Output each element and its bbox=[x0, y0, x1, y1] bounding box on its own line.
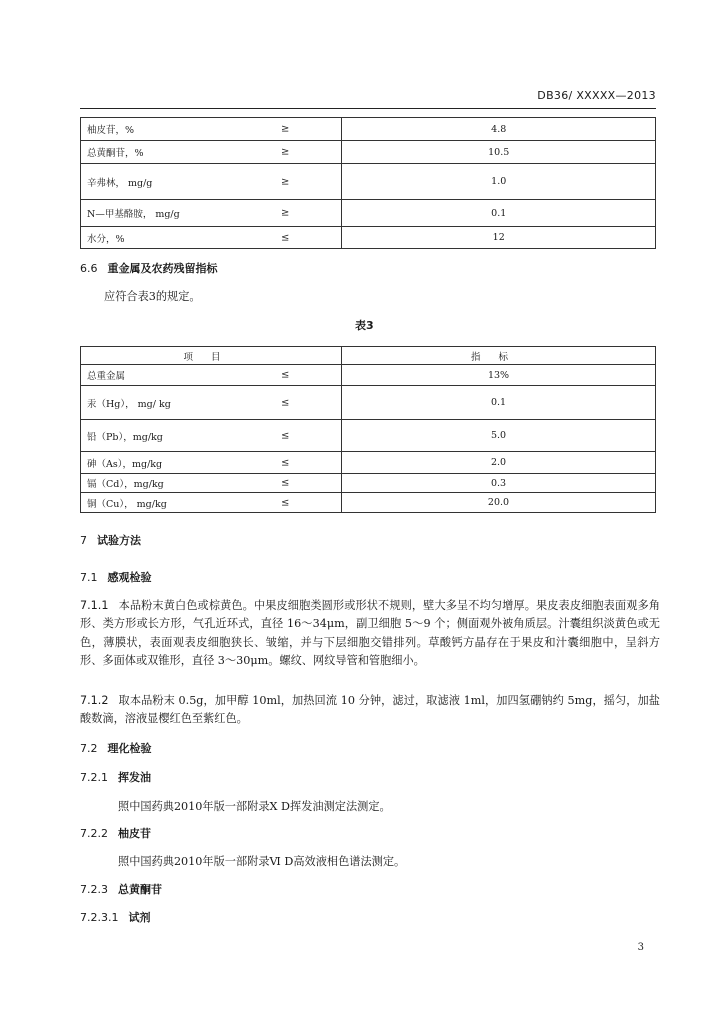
section-title: 理化检验 bbox=[107, 742, 152, 755]
table-row bbox=[81, 420, 656, 452]
paragraph-number: 7.1.2 bbox=[80, 694, 109, 707]
row-value: 0.1 bbox=[342, 200, 656, 227]
header-item: 项目 bbox=[81, 347, 342, 365]
row-label: N—甲基酪胺， mg/g bbox=[87, 209, 180, 220]
row-value: 10.5 bbox=[342, 141, 656, 164]
spec-table-continued bbox=[80, 117, 656, 249]
row-value: 1.0 bbox=[342, 164, 656, 200]
row-label: 总黄酮苷，% bbox=[87, 148, 144, 159]
section-title: 总黄酮苷 bbox=[118, 883, 162, 896]
section-number: 6.6 bbox=[80, 262, 98, 275]
table-row bbox=[81, 118, 656, 141]
row-label: 辛弗林， mg/g bbox=[87, 177, 153, 189]
paragraph-text: 取本品粉末 0.5g，加甲醇 10ml，加热回流 10 分钟，滤过，取滤液 1ml，加四氢硼钠约 5mg，摇匀，加盐酸数滴，溶液显樱红色至紫红色。 bbox=[80, 694, 660, 726]
header-rule bbox=[80, 108, 656, 109]
section-title: 柚皮苷 bbox=[118, 827, 151, 840]
row-label: 砷（As），mg/kg bbox=[87, 458, 163, 470]
section-number: 7.2.3 bbox=[80, 883, 108, 896]
row-label: 水分，% bbox=[87, 233, 125, 245]
comparison-symbol: ≤ bbox=[281, 397, 290, 408]
section-text: 照中国药典2010年版一部附录X D挥发油测定法测定。 bbox=[118, 800, 391, 813]
row-label: 铜（Cu）， mg/kg bbox=[87, 498, 167, 510]
section-heading-7-2-1 bbox=[80, 768, 151, 787]
row-value: 20.0 bbox=[342, 493, 656, 513]
section-number: 7.2 bbox=[80, 742, 98, 755]
row-value: 13% bbox=[342, 365, 656, 386]
section-number: 7.2.2 bbox=[80, 827, 108, 840]
row-label: 铅（Pb），mg/kg bbox=[87, 431, 163, 443]
table-header-row bbox=[81, 347, 656, 365]
comparison-symbol: ≤ bbox=[281, 497, 290, 508]
page-number: 3 bbox=[637, 942, 644, 953]
table-row bbox=[81, 227, 656, 249]
section-heading-7-2-3-1 bbox=[80, 908, 150, 927]
row-value: 4.8 bbox=[342, 118, 656, 141]
section-number: 7.2.1 bbox=[80, 771, 108, 784]
section-title: 试验方法 bbox=[97, 534, 141, 547]
header-index: 指标 bbox=[342, 347, 656, 365]
comparison-symbol: ≥ bbox=[281, 123, 290, 135]
table-row bbox=[81, 200, 656, 227]
section-title: 重金属及农药残留指标 bbox=[107, 262, 218, 275]
table-row bbox=[81, 365, 656, 386]
section-heading-7-2-3 bbox=[80, 880, 162, 899]
section-number: 7.2.3.1 bbox=[80, 911, 119, 924]
section-number: 7 bbox=[80, 534, 87, 547]
section-heading-7 bbox=[80, 531, 141, 550]
row-value: 0.3 bbox=[342, 474, 656, 493]
table-row bbox=[81, 452, 656, 474]
table-row bbox=[81, 141, 656, 164]
comparison-symbol: ≥ bbox=[281, 207, 290, 219]
section-number: 7.1 bbox=[80, 571, 98, 584]
comparison-symbol: ≤ bbox=[281, 232, 290, 243]
section-heading-7-1 bbox=[80, 568, 152, 587]
comparison-symbol: ≤ bbox=[281, 430, 290, 441]
table-3 bbox=[80, 346, 656, 513]
comparison-symbol: ≤ bbox=[281, 477, 290, 489]
section-heading-7-2 bbox=[80, 739, 152, 758]
comparison-symbol: ≤ bbox=[281, 369, 290, 381]
paragraph-7-1-1 bbox=[80, 597, 660, 671]
section-title: 感观检验 bbox=[107, 571, 152, 584]
table-row bbox=[81, 474, 656, 493]
paragraph-7-1-2 bbox=[80, 692, 660, 729]
section-title: 挥发油 bbox=[118, 771, 151, 784]
row-value: 12 bbox=[342, 227, 656, 249]
table-row bbox=[81, 493, 656, 513]
table-row bbox=[81, 164, 656, 200]
document-code: DB36/ XXXXX—2013 bbox=[537, 89, 656, 102]
row-value: 0.1 bbox=[342, 386, 656, 420]
comparison-symbol: ≥ bbox=[281, 146, 290, 158]
section-title: 试剂 bbox=[128, 911, 151, 924]
comparison-symbol: ≥ bbox=[281, 176, 290, 187]
section-heading-6-6 bbox=[80, 259, 218, 278]
section-text: 应符合表3的规定。 bbox=[104, 290, 201, 303]
table-caption: 表3 bbox=[355, 319, 374, 332]
comparison-symbol: ≤ bbox=[281, 457, 290, 468]
section-text: 照中国药典2010年版一部附录Ⅵ D高效液相色谱法测定。 bbox=[118, 855, 406, 868]
section-heading-7-2-2 bbox=[80, 824, 151, 843]
row-label: 镉（Cd），mg/kg bbox=[87, 479, 164, 490]
row-label: 汞（Hg）， mg/ kg bbox=[87, 398, 171, 410]
row-label: 总重金属 bbox=[87, 371, 126, 382]
row-value: 2.0 bbox=[342, 452, 656, 474]
row-label: 柚皮苷，% bbox=[87, 125, 135, 136]
row-value: 5.0 bbox=[342, 420, 656, 452]
paragraph-number: 7.1.1 bbox=[80, 599, 109, 612]
table-row bbox=[81, 386, 656, 420]
paragraph-text: 本品粉末黄白色或棕黄色。中果皮细胞类圆形或形状不规则，壁大多呈不均匀增厚。果皮表皮细胞表面观多角形、类方形或长方形，气孔近环式，直径 16～34μm，副卫细胞 5～9 个；侧面观外被角质层。汁囊组织淡黄色或无色，薄膜状，表面观表皮细胞狭长、皱缩，并与下层细胞交错排列。草酸钙方晶存在于果皮和汁囊细胞中，呈斜方形、多面体或双锥形，直径 3～30μm。螺纹、网纹导管和管胞细小。 bbox=[80, 599, 660, 668]
